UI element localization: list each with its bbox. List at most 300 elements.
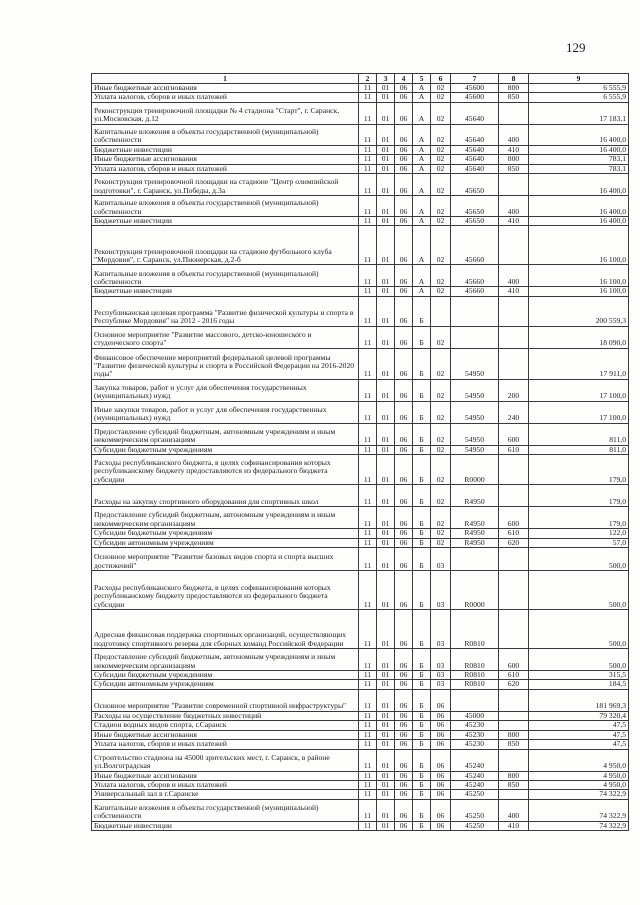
row-program-cell: 06 — [395, 455, 413, 485]
row-subsection-cell: 01 — [377, 799, 395, 821]
row-program-cell: 06 — [395, 174, 413, 196]
row-target-code-cell: 54950 — [451, 379, 499, 401]
row-program-cell: 06 — [395, 226, 413, 265]
row-name-cell: Реконструкция тренировочной площадки на стадионе футбольного клуба "Мордовия", г. Саранск, ул.Пионерская, д.2-б — [92, 226, 359, 265]
row-section-cell: 11 — [359, 102, 377, 124]
row-target-code-cell: 45230 — [451, 730, 499, 739]
row-name-cell: Субсидии бюджетным учреждениям — [92, 529, 359, 538]
row-program-cell: 06 — [395, 749, 413, 771]
row-target-code-cell: R0810 — [451, 649, 499, 671]
row-amount-cell: 4 950,0 — [529, 780, 629, 789]
row-section-cell: 11 — [359, 379, 377, 401]
row-subprogram-cell: Б — [413, 348, 431, 379]
table-row — [92, 689, 629, 711]
header-cell: 3 — [377, 74, 395, 84]
row-target-code-cell: R0810 — [451, 610, 499, 649]
row-target-code-cell: 45240 — [451, 771, 499, 780]
row-subsection-cell: 01 — [377, 780, 395, 789]
row-expense-type-cell: 620 — [499, 538, 529, 547]
table-row — [92, 548, 629, 571]
row-expense-type-cell: 620 — [499, 680, 529, 689]
row-section-cell: 11 — [359, 326, 377, 348]
row-event-cell: 02 — [431, 455, 451, 485]
row-event-cell: 03 — [431, 671, 451, 680]
row-amount-cell: 16 400,0 — [529, 124, 629, 145]
row-section-cell: 11 — [359, 689, 377, 711]
row-subsection-cell: 01 — [377, 507, 395, 529]
row-subprogram-cell: Б — [413, 445, 431, 454]
row-subprogram-cell: Б — [413, 730, 431, 739]
row-subprogram-cell: Б — [413, 379, 431, 401]
header-cell: 5 — [413, 74, 431, 84]
row-section-cell: 11 — [359, 730, 377, 739]
row-target-code-cell: R4950 — [451, 485, 499, 507]
row-subsection-cell: 01 — [377, 571, 395, 610]
row-subprogram-cell: А — [413, 226, 431, 265]
row-amount-cell: 16 400,0 — [529, 174, 629, 196]
row-amount-cell: 16 100,0 — [529, 287, 629, 296]
row-target-code-cell: R0000 — [451, 571, 499, 610]
table-row — [92, 507, 629, 529]
row-program-cell: 06 — [395, 348, 413, 379]
row-name-cell: Основное мероприятие "Развитие базовых видов спорта и спорта высших достижений" — [92, 548, 359, 571]
row-event-cell: 02 — [431, 326, 451, 348]
row-event-cell: 03 — [431, 680, 451, 689]
row-section-cell: 11 — [359, 423, 377, 445]
row-section-cell: 11 — [359, 145, 377, 154]
row-subprogram-cell: Б — [413, 326, 431, 348]
row-program-cell: 06 — [395, 84, 413, 93]
table-row — [92, 326, 629, 348]
row-section-cell: 11 — [359, 164, 377, 173]
table-row — [92, 226, 629, 265]
row-subprogram-cell: Б — [413, 485, 431, 507]
row-event-cell: 02 — [431, 174, 451, 196]
row-event-cell: 02 — [431, 145, 451, 154]
table-row — [92, 84, 629, 93]
row-amount-cell: 47,5 — [529, 721, 629, 730]
header-cell: 9 — [529, 74, 629, 84]
row-target-code-cell: R4950 — [451, 529, 499, 538]
row-name-cell: Иные закупки товаров, работ и услуг для обеспечения государственных (муниципальных) нужд — [92, 401, 359, 423]
row-program-cell: 06 — [395, 326, 413, 348]
row-amount-cell: 783,1 — [529, 164, 629, 173]
row-amount-cell: 500,0 — [529, 571, 629, 610]
row-name-cell: Иные бюджетные ассигнования — [92, 730, 359, 739]
row-section-cell: 11 — [359, 226, 377, 265]
row-subprogram-cell: Б — [413, 423, 431, 445]
row-subprogram-cell: А — [413, 265, 431, 287]
row-target-code-cell: 45640 — [451, 155, 499, 164]
row-event-cell: 06 — [431, 821, 451, 830]
row-subsection-cell: 01 — [377, 711, 395, 720]
row-program-cell: 06 — [395, 671, 413, 680]
row-event-cell: 03 — [431, 548, 451, 571]
row-name-cell: Иные бюджетные ассигнования — [92, 84, 359, 93]
row-subsection-cell: 01 — [377, 102, 395, 124]
row-name-cell: Предоставление субсидий бюджетным, автономным учреждениям и иным некоммерческим организациям — [92, 507, 359, 529]
row-section-cell: 11 — [359, 296, 377, 326]
row-program-cell: 06 — [395, 265, 413, 287]
row-program-cell: 06 — [395, 102, 413, 124]
row-subsection-cell: 01 — [377, 217, 395, 226]
row-section-cell: 11 — [359, 771, 377, 780]
row-event-cell: 02 — [431, 226, 451, 265]
row-target-code-cell: 54950 — [451, 348, 499, 379]
budget-table — [91, 73, 629, 831]
row-name-cell: Строительство стадиона на 45000 зрительских мест, г. Саранск, в районе ул.Волгоградская — [92, 749, 359, 771]
row-section-cell: 11 — [359, 610, 377, 649]
row-target-code-cell — [451, 689, 499, 711]
row-expense-type-cell: 400 — [499, 196, 529, 217]
row-amount-cell: 74 322,9 — [529, 799, 629, 821]
table-row — [92, 730, 629, 739]
row-event-cell: 03 — [431, 571, 451, 610]
table-row — [92, 740, 629, 749]
row-event-cell: 02 — [431, 485, 451, 507]
row-event-cell: 02 — [431, 401, 451, 423]
row-subprogram-cell: Б — [413, 740, 431, 749]
row-section-cell: 11 — [359, 740, 377, 749]
row-expense-type-cell: 610 — [499, 529, 529, 538]
row-program-cell: 06 — [395, 771, 413, 780]
row-section-cell: 11 — [359, 680, 377, 689]
row-expense-type-cell: 800 — [499, 155, 529, 164]
row-subsection-cell: 01 — [377, 124, 395, 145]
row-section-cell: 11 — [359, 538, 377, 547]
row-program-cell: 06 — [395, 423, 413, 445]
header-cell: 1 — [92, 74, 359, 84]
row-section-cell: 11 — [359, 445, 377, 454]
row-program-cell: 06 — [395, 155, 413, 164]
row-name-cell: Субсидии автономным учреждениям — [92, 538, 359, 547]
table-row — [92, 671, 629, 680]
row-program-cell: 06 — [395, 538, 413, 547]
row-name-cell: Адресная финансовая поддержка спортивных организаций, осуществляющих подготовку спортивного резерва для сборных команд Российской Федерации — [92, 610, 359, 649]
table-row — [92, 155, 629, 164]
row-target-code-cell: 45600 — [451, 93, 499, 102]
table-row — [92, 265, 629, 287]
row-expense-type-cell — [499, 711, 529, 720]
row-target-code-cell — [451, 548, 499, 571]
row-amount-cell: 74 322,9 — [529, 790, 629, 799]
row-target-code-cell: 45640 — [451, 164, 499, 173]
row-section-cell: 11 — [359, 155, 377, 164]
row-expense-type-cell — [499, 749, 529, 771]
row-section-cell: 11 — [359, 507, 377, 529]
row-amount-cell: 179,0 — [529, 485, 629, 507]
row-amount-cell: 783,1 — [529, 155, 629, 164]
row-name-cell: Реконструкция тренировочной площадки на стадионе "Центр олимпийской подготовки", г. Саранск, ул.Победы, д.3а — [92, 174, 359, 196]
row-target-code-cell — [451, 326, 499, 348]
row-subprogram-cell: Б — [413, 799, 431, 821]
row-event-cell: 02 — [431, 445, 451, 454]
table-row — [92, 538, 629, 547]
row-amount-cell: 17 183,1 — [529, 102, 629, 124]
row-amount-cell: 74 322,9 — [529, 821, 629, 830]
row-subprogram-cell: А — [413, 287, 431, 296]
row-event-cell: 02 — [431, 379, 451, 401]
row-section-cell: 11 — [359, 455, 377, 485]
table-row — [92, 610, 629, 649]
row-name-cell: Субсидии автономным учреждениям — [92, 680, 359, 689]
row-event-cell: 06 — [431, 749, 451, 771]
row-target-code-cell: 45230 — [451, 721, 499, 730]
row-target-code-cell: 54950 — [451, 445, 499, 454]
row-expense-type-cell — [499, 296, 529, 326]
row-event-cell: 06 — [431, 689, 451, 711]
row-subprogram-cell: А — [413, 155, 431, 164]
header-cell: 4 — [395, 74, 413, 84]
row-amount-cell: 17 100,0 — [529, 401, 629, 423]
row-amount-cell: 179,0 — [529, 455, 629, 485]
row-program-cell: 06 — [395, 401, 413, 423]
row-subsection-cell: 01 — [377, 730, 395, 739]
row-amount-cell: 500,0 — [529, 649, 629, 671]
row-amount-cell: 184,5 — [529, 680, 629, 689]
row-expense-type-cell: 400 — [499, 799, 529, 821]
row-subprogram-cell: Б — [413, 711, 431, 720]
row-amount-cell: 500,0 — [529, 548, 629, 571]
row-event-cell: 02 — [431, 265, 451, 287]
row-expense-type-cell — [499, 548, 529, 571]
table-row — [92, 711, 629, 720]
row-program-cell: 06 — [395, 790, 413, 799]
row-section-cell: 11 — [359, 671, 377, 680]
row-amount-cell: 181 969,3 — [529, 689, 629, 711]
header-cell: 8 — [499, 74, 529, 84]
row-program-cell: 06 — [395, 689, 413, 711]
table-row — [92, 145, 629, 154]
row-name-cell: Стадион водных видов спорта, г.Саранск — [92, 721, 359, 730]
row-target-code-cell: 45250 — [451, 790, 499, 799]
row-expense-type-cell: 600 — [499, 507, 529, 529]
row-expense-type-cell: 400 — [499, 124, 529, 145]
table-row — [92, 680, 629, 689]
row-amount-cell: 16 400,0 — [529, 217, 629, 226]
row-name-cell: Иные бюджетные ассигнования — [92, 155, 359, 164]
row-subprogram-cell: Б — [413, 548, 431, 571]
row-subsection-cell: 01 — [377, 610, 395, 649]
table-row — [92, 102, 629, 124]
row-amount-cell: 17 100,0 — [529, 379, 629, 401]
row-subsection-cell: 01 — [377, 749, 395, 771]
row-target-code-cell: R4950 — [451, 538, 499, 547]
row-expense-type-cell — [499, 689, 529, 711]
row-section-cell: 11 — [359, 799, 377, 821]
row-subsection-cell: 01 — [377, 348, 395, 379]
row-name-cell: Капитальные вложения в объекты государственной (муниципальной) собственности — [92, 265, 359, 287]
row-program-cell: 06 — [395, 287, 413, 296]
table-header-row — [92, 74, 629, 84]
row-subprogram-cell: Б — [413, 507, 431, 529]
row-target-code-cell: 54950 — [451, 401, 499, 423]
row-amount-cell: 4 950,0 — [529, 771, 629, 780]
row-name-cell: Бюджетные инвестиции — [92, 821, 359, 830]
row-subprogram-cell: Б — [413, 749, 431, 771]
row-name-cell: Закупка товаров, работ и услуг для обеспечения государственных (муниципальных) нужд — [92, 379, 359, 401]
row-target-code-cell: 54950 — [451, 423, 499, 445]
row-program-cell: 06 — [395, 649, 413, 671]
row-amount-cell: 57,0 — [529, 538, 629, 547]
row-subsection-cell: 01 — [377, 485, 395, 507]
row-event-cell: 02 — [431, 423, 451, 445]
header-cell: 7 — [451, 74, 499, 84]
row-event-cell: 06 — [431, 711, 451, 720]
row-program-cell: 06 — [395, 485, 413, 507]
row-subsection-cell: 01 — [377, 689, 395, 711]
row-target-code-cell: 45660 — [451, 226, 499, 265]
row-program-cell: 06 — [395, 379, 413, 401]
row-event-cell: 06 — [431, 790, 451, 799]
row-program-cell: 06 — [395, 680, 413, 689]
row-program-cell: 06 — [395, 124, 413, 145]
row-expense-type-cell: 410 — [499, 217, 529, 226]
row-subsection-cell: 01 — [377, 84, 395, 93]
row-program-cell: 06 — [395, 445, 413, 454]
row-subprogram-cell: Б — [413, 821, 431, 830]
row-expense-type-cell — [499, 326, 529, 348]
row-subprogram-cell: Б — [413, 680, 431, 689]
header-cell: 2 — [359, 74, 377, 84]
row-expense-type-cell: 850 — [499, 93, 529, 102]
row-subprogram-cell: А — [413, 93, 431, 102]
row-amount-cell: 16 400,0 — [529, 196, 629, 217]
row-program-cell: 06 — [395, 610, 413, 649]
table-row — [92, 571, 629, 610]
row-event-cell: 02 — [431, 507, 451, 529]
row-name-cell: Капитальные вложения в объекты государственной (муниципальной) собственности — [92, 196, 359, 217]
row-expense-type-cell: 240 — [499, 401, 529, 423]
row-expense-type-cell — [499, 102, 529, 124]
row-subsection-cell: 01 — [377, 821, 395, 830]
row-subprogram-cell: Б — [413, 780, 431, 789]
row-section-cell: 11 — [359, 821, 377, 830]
row-subsection-cell: 01 — [377, 680, 395, 689]
row-event-cell: 02 — [431, 217, 451, 226]
row-target-code-cell: 45660 — [451, 287, 499, 296]
row-event-cell: 02 — [431, 93, 451, 102]
row-program-cell: 06 — [395, 799, 413, 821]
row-name-cell: Субсидии бюджетным учреждениям — [92, 445, 359, 454]
table-row — [92, 401, 629, 423]
row-name-cell: Расходы республиканского бюджета, в целях софинансирования которых республиканскому бюджету предоставляются из федерального бюджета субсидии — [92, 571, 359, 610]
page-number: 129 — [566, 40, 586, 55]
row-section-cell: 11 — [359, 84, 377, 93]
row-event-cell: 03 — [431, 649, 451, 671]
row-subsection-cell: 01 — [377, 721, 395, 730]
row-name-cell: Уплата налогов, сборов и иных платежей — [92, 740, 359, 749]
row-event-cell: 02 — [431, 529, 451, 538]
row-target-code-cell: 45230 — [451, 740, 499, 749]
row-program-cell: 06 — [395, 93, 413, 102]
row-section-cell: 11 — [359, 287, 377, 296]
row-program-cell: 06 — [395, 740, 413, 749]
row-section-cell: 11 — [359, 548, 377, 571]
row-expense-type-cell — [499, 790, 529, 799]
row-subprogram-cell: А — [413, 124, 431, 145]
row-name-cell: Расходы на закупку спортивного оборудования для спортивных школ — [92, 485, 359, 507]
row-target-code-cell: R4950 — [451, 507, 499, 529]
row-subprogram-cell: Б — [413, 671, 431, 680]
row-amount-cell: 811,0 — [529, 445, 629, 454]
row-program-cell: 06 — [395, 548, 413, 571]
row-subsection-cell: 01 — [377, 771, 395, 780]
row-expense-type-cell: 850 — [499, 164, 529, 173]
row-expense-type-cell: 600 — [499, 423, 529, 445]
row-subprogram-cell: А — [413, 174, 431, 196]
row-name-cell: Расходы на осуществление бюджетных инвестиций — [92, 711, 359, 720]
row-program-cell: 06 — [395, 730, 413, 739]
row-program-cell: 06 — [395, 217, 413, 226]
row-section-cell: 11 — [359, 348, 377, 379]
table-row — [92, 348, 629, 379]
row-amount-cell: 4 950,0 — [529, 749, 629, 771]
table-row — [92, 287, 629, 296]
row-event-cell: 06 — [431, 740, 451, 749]
row-program-cell: 06 — [395, 164, 413, 173]
row-target-code-cell — [451, 296, 499, 326]
row-section-cell: 11 — [359, 749, 377, 771]
row-amount-cell: 79 320,4 — [529, 711, 629, 720]
row-name-cell: Капитальные вложения в объекты государственной (муниципальной) собственности — [92, 799, 359, 821]
table-row — [92, 721, 629, 730]
row-amount-cell: 16 400,0 — [529, 145, 629, 154]
row-event-cell: 02 — [431, 124, 451, 145]
row-section-cell: 11 — [359, 196, 377, 217]
row-target-code-cell: R0810 — [451, 680, 499, 689]
row-program-cell: 06 — [395, 296, 413, 326]
row-section-cell: 11 — [359, 401, 377, 423]
row-name-cell: Субсидии бюджетным учреждениям — [92, 671, 359, 680]
row-amount-cell: 315,5 — [529, 671, 629, 680]
row-subprogram-cell: А — [413, 102, 431, 124]
table-row — [92, 164, 629, 173]
row-expense-type-cell — [499, 485, 529, 507]
row-subsection-cell: 01 — [377, 423, 395, 445]
row-expense-type-cell — [499, 610, 529, 649]
row-name-cell: Предоставление субсидий бюджетным, автономным учреждениям и иным некоммерческим организациям — [92, 423, 359, 445]
row-subsection-cell: 01 — [377, 790, 395, 799]
row-section-cell: 11 — [359, 780, 377, 789]
row-expense-type-cell — [499, 226, 529, 265]
row-amount-cell: 47,5 — [529, 730, 629, 739]
row-name-cell: Уплата налогов, сборов и иных платежей — [92, 93, 359, 102]
row-target-code-cell: 45650 — [451, 196, 499, 217]
row-target-code-cell: 45240 — [451, 780, 499, 789]
row-subsection-cell: 01 — [377, 455, 395, 485]
row-event-cell: 02 — [431, 84, 451, 93]
row-subprogram-cell: Б — [413, 571, 431, 610]
row-amount-cell: 500,0 — [529, 610, 629, 649]
row-subsection-cell: 01 — [377, 445, 395, 454]
row-target-code-cell: R0000 — [451, 455, 499, 485]
row-target-code-cell: 45640 — [451, 102, 499, 124]
row-amount-cell: 122,0 — [529, 529, 629, 538]
row-target-code-cell: 45600 — [451, 84, 499, 93]
row-subprogram-cell: Б — [413, 538, 431, 547]
row-amount-cell: 200 559,3 — [529, 296, 629, 326]
row-target-code-cell: 45640 — [451, 124, 499, 145]
row-name-cell: Уплата налогов, сборов и иных платежей — [92, 164, 359, 173]
row-name-cell: Бюджетные инвестиции — [92, 145, 359, 154]
table-row — [92, 529, 629, 538]
row-expense-type-cell — [499, 571, 529, 610]
row-section-cell: 11 — [359, 485, 377, 507]
row-amount-cell: 6 555,9 — [529, 93, 629, 102]
row-subsection-cell: 01 — [377, 265, 395, 287]
row-expense-type-cell: 410 — [499, 821, 529, 830]
